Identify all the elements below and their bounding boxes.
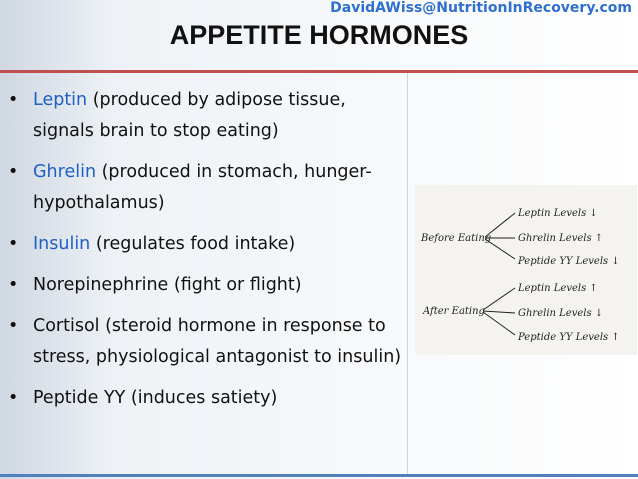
bullet-item-ghrelin <box>8 157 403 219</box>
watermark: DavidAWiss@NutritionInRecovery.com <box>330 0 632 16</box>
bullet-item-cortisol <box>8 311 403 373</box>
bullet-item-peptide-yy <box>8 383 403 414</box>
bullet-text: (produced in stomach, hunger- hypothalamus) <box>33 162 372 213</box>
arrow <box>485 213 515 237</box>
top-rule <box>0 70 638 73</box>
bullet-dot: • <box>8 388 19 408</box>
after-ghrelin: Ghrelin Levels ↓ <box>518 308 604 319</box>
bullet-dot: • <box>8 275 19 295</box>
before-eating-label: Before Eating <box>421 233 492 244</box>
bullet-text: Peptide YY (induces satiety) <box>33 388 278 408</box>
column-divider <box>407 73 408 474</box>
arrow <box>483 288 515 310</box>
arrow <box>483 312 515 335</box>
bullet-item-norepinephrine <box>8 270 403 301</box>
bottom-rule <box>0 474 638 477</box>
bullet-text: Norepinephrine (fight or flight) <box>33 275 302 295</box>
bullet-text: (regulates food intake) <box>90 234 296 254</box>
bullet-list <box>8 85 403 424</box>
before-ghrelin: Ghrelin Levels ↑ <box>518 233 604 244</box>
arrow <box>485 239 515 259</box>
bullet-term: Ghrelin <box>33 162 97 182</box>
bullet-dot: • <box>8 162 19 182</box>
hormone-diagram-image <box>415 185 637 355</box>
bullet-term: Leptin <box>33 90 88 110</box>
bullet-text: Cortisol (steroid hormone in response to stress, physiological antagonist to insulin) <box>33 316 402 367</box>
bullet-term: Insulin <box>33 234 91 254</box>
hormone-diagram <box>415 185 637 355</box>
slide-title: APPETITE HORMONES <box>169 20 469 50</box>
after-peptide-yy: Peptide YY Levels ↑ <box>518 332 620 343</box>
bullet-item-leptin <box>8 85 403 147</box>
after-leptin: Leptin Levels ↑ <box>518 283 598 294</box>
bullet-item-insulin <box>8 229 403 260</box>
before-peptide-yy: Peptide YY Levels ↓ <box>518 256 620 267</box>
after-eating-label: After Eating <box>423 306 485 317</box>
before-leptin: Leptin Levels ↓ <box>518 208 598 219</box>
bullet-dot: • <box>8 316 19 336</box>
bullet-dot: • <box>8 234 19 254</box>
arrow <box>483 311 515 313</box>
bullet-dot: • <box>8 90 19 110</box>
bullet-text: (produced by adipose tissue, signals brain to stop eating) <box>33 90 346 141</box>
